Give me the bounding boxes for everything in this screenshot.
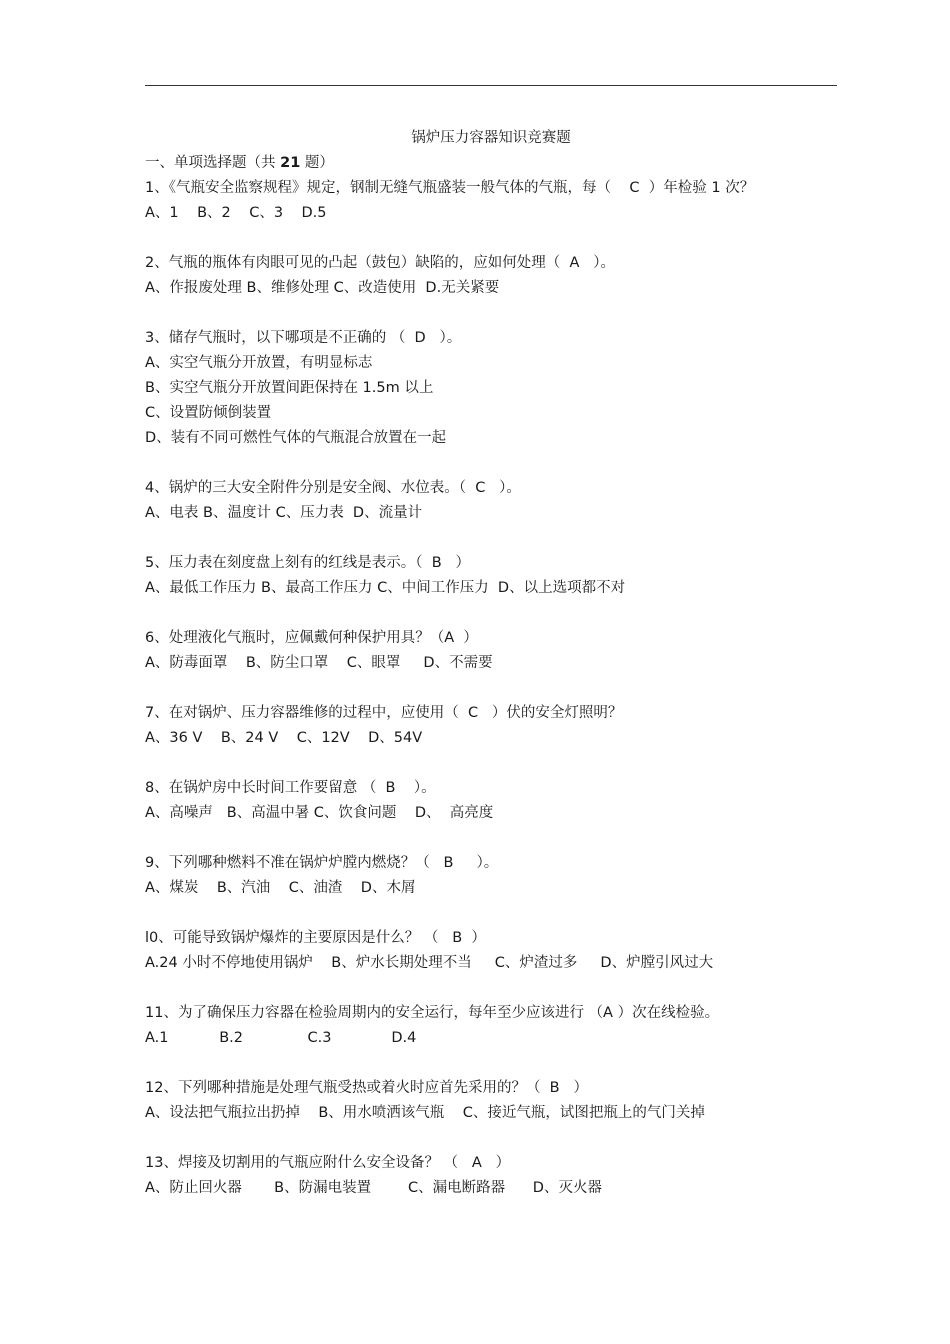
question-item (145, 626, 845, 676)
question-text: 3、储存气瓶时，以下哪项是不正确的 （ D ）。 (145, 330, 462, 346)
question-options: A、1 B、2 C、3 D.5 (145, 205, 327, 221)
header-rule (145, 85, 837, 86)
question-options: B、实空气瓶分开放置间距保持在 1.5m 以上 (145, 380, 434, 396)
document-body (145, 126, 845, 1201)
question-item (145, 176, 845, 226)
question-options: A、防止回火器 B、防漏电装置 C、漏电断路器 D、灭火器 (145, 1180, 602, 1196)
question-item (145, 1151, 845, 1201)
question-text: 12、下列哪种措施是处理气瓶受热或着火时应首先采用的？（ B ） (145, 1080, 588, 1096)
question-options: A、高噪声 B、高温中暑 C、饮食问题 D、 高亮度 (145, 805, 494, 821)
question-item (145, 1001, 845, 1051)
question-item (145, 251, 845, 301)
question-text: 7、在对锅炉、压力容器维修的过程中，应使用（ C ）伏的安全灯照明？ (145, 705, 623, 721)
question-item (145, 1076, 845, 1126)
question-options: A、电表 B、温度计 C、压力表 D、流量计 (145, 505, 423, 521)
question-text: 2、气瓶的瓶体有肉眼可见的凸起（鼓包）缺陷的，应如何处理（ A ）。 (145, 255, 615, 271)
question-item (145, 926, 845, 976)
question-item (145, 476, 845, 526)
question-options: A、实空气瓶分开放置，有明显标志 (145, 355, 373, 371)
question-options: A、36 V B、24 V C、12V D、54V (145, 730, 423, 746)
page-title: 锅炉压力容器知识竞赛题 (411, 130, 571, 146)
question-options: A、煤炭 B、汽油 C、油渣 D、木屑 (145, 880, 416, 896)
question-options: A.1 B.2 C.3 D.4 (145, 1030, 417, 1046)
section-suffix: 题） (300, 155, 334, 171)
question-item (145, 551, 845, 601)
question-item (145, 776, 845, 826)
question-text: 4、锅炉的三大安全附件分别是安全阀、水位表。（ C ）。 (145, 480, 521, 496)
question-options: D、装有不同可燃性气体的气瓶混合放置在一起 (145, 430, 447, 446)
question-text: l0、可能导致锅炉爆炸的主要原因是什么？ （ B ） (145, 930, 486, 946)
section-heading (145, 151, 845, 176)
question-text: 8、在锅炉房中长时间工作要留意 （ B ）。 (145, 780, 436, 796)
section-prefix: 一、单项选择题（共 (145, 155, 281, 171)
question-list (145, 176, 845, 1201)
question-text: 6、处理液化气瓶时，应佩戴何种保护用具？（A ） (145, 630, 478, 646)
question-options: A、作报废处理 B、维修处理 C、改造使用 D.无关紧要 (145, 280, 500, 296)
section-count: 21 (280, 155, 301, 171)
question-text: 9、下列哪种燃料不准在锅炉炉膛内燃烧？（ B ）。 (145, 855, 499, 871)
question-text: 1、《气瓶安全监察规程》规定，钢制无缝气瓶盛装一般气体的气瓶，每（ C ）年检验 1 次？ (145, 180, 755, 196)
question-text: 13、焊接及切割用的气瓶应附什么安全设备？ （ A ） (145, 1155, 511, 1171)
question-item (145, 326, 845, 451)
question-options: A、最低工作压力 B、最高工作压力 C、中间工作压力 D、以上选项都不对 (145, 580, 626, 596)
question-options: C、设置防倾倒装置 (145, 405, 272, 421)
question-item (145, 701, 845, 751)
question-item (145, 851, 845, 901)
question-options: A、防毒面罩 B、防尘口罩 C、眼罩 D、不需要 (145, 655, 493, 671)
question-options: A、设法把气瓶拉出扔掉 B、用水喷洒该气瓶 C、接近气瓶，试图把瓶上的气门关掉 (145, 1105, 705, 1121)
question-options: A.24 小时不停地使用锅炉 B、炉水长期处理不当 C、炉渣过多 D、炉膛引风过大 (145, 955, 714, 971)
question-text: 5、压力表在刻度盘上刻有的红线是表示。（ B ） (145, 555, 470, 571)
question-text: 11、为了确保压力容器在检验周期内的安全运行，每年至少应该进行 （A ）次在线检验。 (145, 1005, 720, 1021)
